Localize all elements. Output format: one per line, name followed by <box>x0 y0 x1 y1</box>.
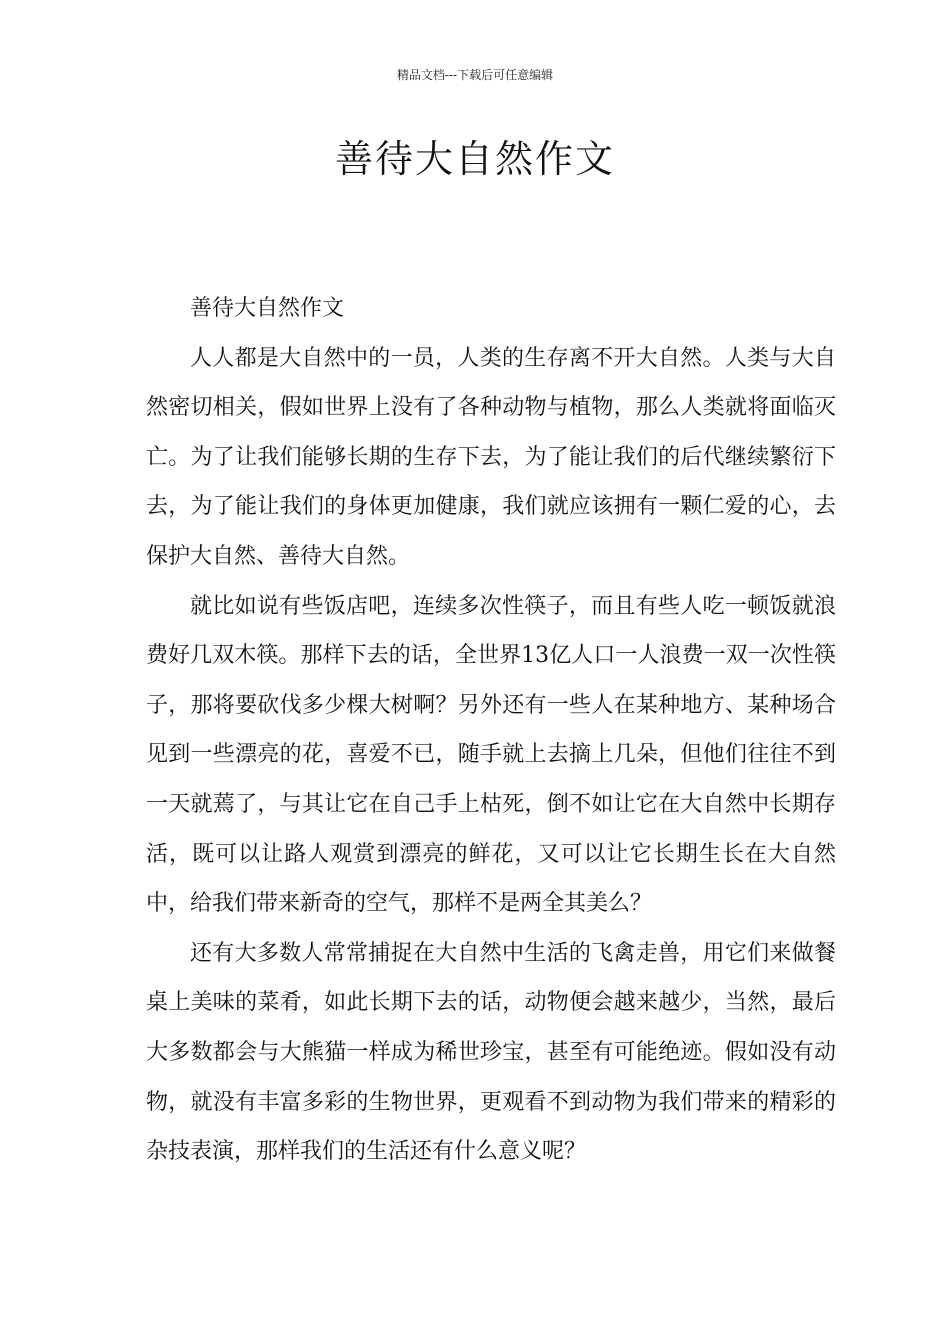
paragraph: 人人都是大自然中的一员，人类的生存离不开大自然。人类与大自然密切相关，假如世界上没有了各种动物与植物，那么人类就将面临灭亡。为了让我们能够长期的生存下去，为了能让我们的后代继续繁衍下去，为了能让我们的身体更加健康，我们就应该拥有一颗仁爱的心，去保护大自然、善待大自然。 <box>146 345 836 569</box>
header-note: 精品文档---下载后可任意编辑 <box>396 68 554 82</box>
paragraph-subtitle: 善待大自然作文 <box>190 296 345 321</box>
paragraph: 就比如说有些饭店吧，连续多次性筷子，而且有些人吃一顿饭就浪费好几双木筷。那样下去的话，全世界13亿人口一人浪费一双一次性筷子，那将要砍伐多少棵大树啊？另外还有一些人在某种地方、某种场合见到一些漂亮的花，喜爱不已，随手就上去摘上几朵，但他们往往不到一天就蔫了，与其让它在自己手上枯死，倒不如让它在大自然中长期存活，既可以让路人观赏到漂亮的鲜花，又可以让它长期生长在大自然中，给我们带来新奇的空气，那样不是两全其美么？ <box>146 593 836 917</box>
paragraph: 还有大多数人常常捕捉在大自然中生活的飞禽走兽，用它们来做餐桌上美味的菜肴，如此长期下去的话，动物便会越来越少，当然，最后大多数都会与大熊猫一样成为稀世珍宝，甚至有可能绝迹。假如没有动物，就没有丰富多彩的生物世界，更观看不到动物为我们带来的精彩的杂技表演，那样我们的生活还有什么意义呢？ <box>146 940 836 1165</box>
document-body <box>146 284 836 1177</box>
document-title: 善待大自然作文 <box>334 137 615 181</box>
